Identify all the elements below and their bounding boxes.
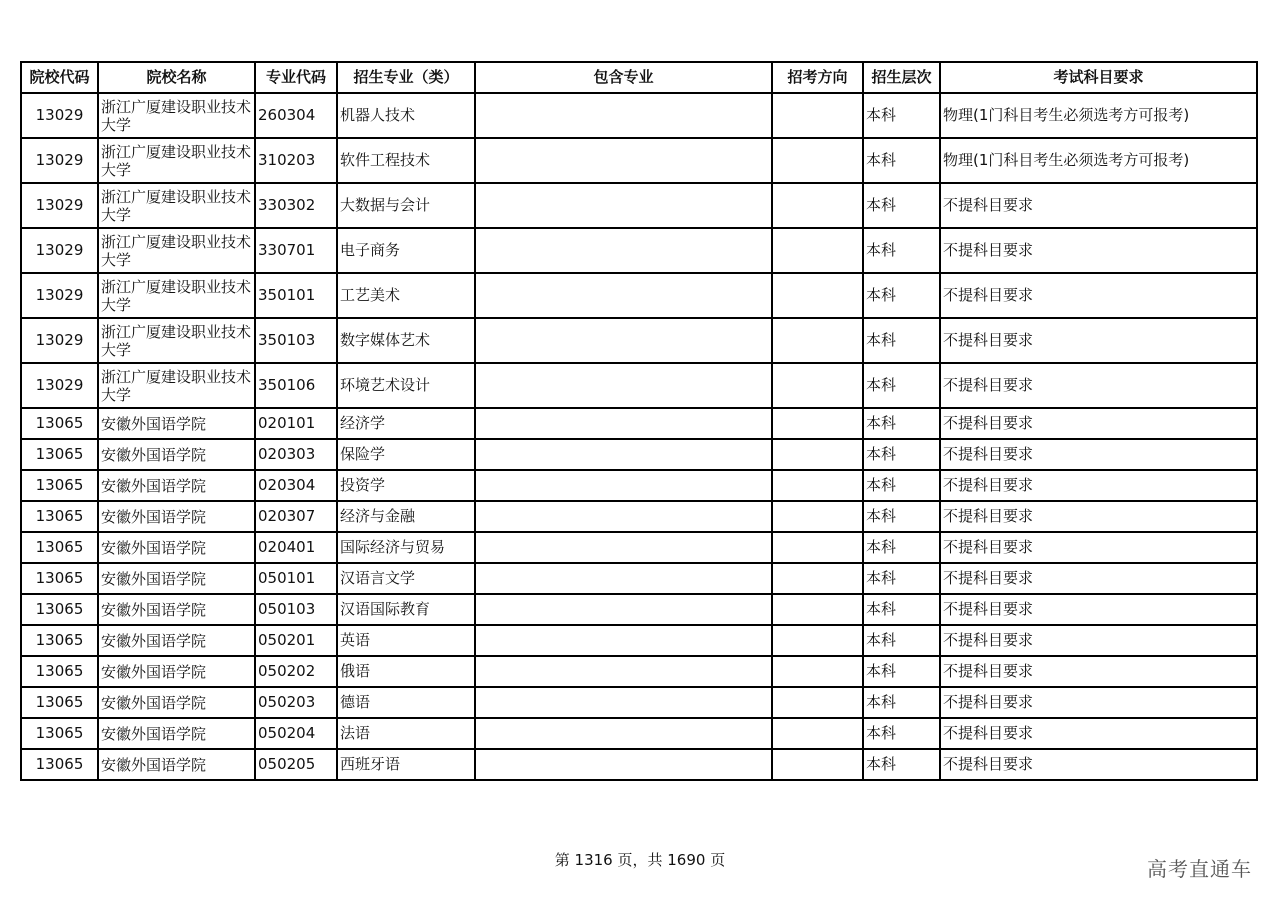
cell-direction bbox=[772, 718, 863, 749]
cell-school-name: 安徽外国语学院 bbox=[98, 625, 255, 656]
cell-included-majors bbox=[475, 439, 772, 470]
cell-included-majors bbox=[475, 470, 772, 501]
cell-subject-requirement: 不提科目要求 bbox=[940, 470, 1257, 501]
cell-school-name: 浙江广厦建设职业技术大学 bbox=[98, 273, 255, 318]
table-row bbox=[21, 318, 1257, 363]
cell-major-code: 350106 bbox=[255, 363, 337, 408]
cell-subject-requirement: 不提科目要求 bbox=[940, 625, 1257, 656]
cell-school-name: 浙江广厦建设职业技术大学 bbox=[98, 228, 255, 273]
cell-major: 汉语国际教育 bbox=[337, 594, 475, 625]
cell-school-code: 13065 bbox=[21, 656, 98, 687]
table-row bbox=[21, 408, 1257, 439]
cell-school-code: 13065 bbox=[21, 439, 98, 470]
cell-major: 投资学 bbox=[337, 470, 475, 501]
cell-subject-requirement: 不提科目要求 bbox=[940, 439, 1257, 470]
cell-school-name: 安徽外国语学院 bbox=[98, 439, 255, 470]
cell-level: 本科 bbox=[863, 439, 940, 470]
cell-direction bbox=[772, 363, 863, 408]
cell-included-majors bbox=[475, 138, 772, 183]
table-row bbox=[21, 656, 1257, 687]
cell-level: 本科 bbox=[863, 625, 940, 656]
cell-subject-requirement: 不提科目要求 bbox=[940, 563, 1257, 594]
header-level: 招生层次 bbox=[863, 62, 940, 93]
cell-included-majors bbox=[475, 318, 772, 363]
cell-major: 保险学 bbox=[337, 439, 475, 470]
cell-school-code: 13065 bbox=[21, 408, 98, 439]
cell-school-code: 13029 bbox=[21, 318, 98, 363]
header-subject-requirement: 考试科目要求 bbox=[940, 62, 1257, 93]
cell-major: 经济学 bbox=[337, 408, 475, 439]
cell-major: 数字媒体艺术 bbox=[337, 318, 475, 363]
cell-direction bbox=[772, 183, 863, 228]
cell-school-name: 安徽外国语学院 bbox=[98, 501, 255, 532]
cell-included-majors bbox=[475, 749, 772, 780]
table-row bbox=[21, 563, 1257, 594]
cell-school-code: 13065 bbox=[21, 687, 98, 718]
cell-included-majors bbox=[475, 594, 772, 625]
cell-school-name: 浙江广厦建设职业技术大学 bbox=[98, 363, 255, 408]
cell-included-majors bbox=[475, 183, 772, 228]
cell-major-code: 310203 bbox=[255, 138, 337, 183]
header-included-majors: 包含专业 bbox=[475, 62, 772, 93]
cell-school-name: 安徽外国语学院 bbox=[98, 532, 255, 563]
cell-subject-requirement: 不提科目要求 bbox=[940, 228, 1257, 273]
watermark-logo: 高考直通车 bbox=[1147, 857, 1252, 881]
cell-direction bbox=[772, 408, 863, 439]
table-row bbox=[21, 439, 1257, 470]
cell-major-code: 020307 bbox=[255, 501, 337, 532]
cell-major: 汉语言文学 bbox=[337, 563, 475, 594]
cell-included-majors bbox=[475, 656, 772, 687]
cell-major-code: 020303 bbox=[255, 439, 337, 470]
cell-direction bbox=[772, 439, 863, 470]
cell-direction bbox=[772, 501, 863, 532]
cell-included-majors bbox=[475, 563, 772, 594]
cell-major-code: 050103 bbox=[255, 594, 337, 625]
cell-level: 本科 bbox=[863, 228, 940, 273]
table-row bbox=[21, 183, 1257, 228]
cell-school-name: 安徽外国语学院 bbox=[98, 687, 255, 718]
cell-school-code: 13065 bbox=[21, 718, 98, 749]
cell-level: 本科 bbox=[863, 532, 940, 563]
cell-major: 大数据与会计 bbox=[337, 183, 475, 228]
cell-direction bbox=[772, 656, 863, 687]
cell-school-code: 13065 bbox=[21, 749, 98, 780]
header-row bbox=[21, 62, 1257, 93]
cell-school-code: 13029 bbox=[21, 363, 98, 408]
cell-included-majors bbox=[475, 687, 772, 718]
cell-school-name: 安徽外国语学院 bbox=[98, 408, 255, 439]
table-row bbox=[21, 228, 1257, 273]
cell-included-majors bbox=[475, 363, 772, 408]
cell-school-code: 13065 bbox=[21, 625, 98, 656]
cell-subject-requirement: 物理(1门科目考生必须选考方可报考) bbox=[940, 138, 1257, 183]
cell-major: 经济与金融 bbox=[337, 501, 475, 532]
cell-major-code: 020304 bbox=[255, 470, 337, 501]
cell-major-code: 020101 bbox=[255, 408, 337, 439]
cell-level: 本科 bbox=[863, 718, 940, 749]
cell-subject-requirement: 不提科目要求 bbox=[940, 408, 1257, 439]
cell-included-majors bbox=[475, 501, 772, 532]
cell-included-majors bbox=[475, 408, 772, 439]
cell-major-code: 020401 bbox=[255, 532, 337, 563]
cell-school-code: 13065 bbox=[21, 594, 98, 625]
cell-major: 法语 bbox=[337, 718, 475, 749]
cell-major-code: 350103 bbox=[255, 318, 337, 363]
cell-school-code: 13065 bbox=[21, 501, 98, 532]
cell-direction bbox=[772, 273, 863, 318]
cell-level: 本科 bbox=[863, 563, 940, 594]
cell-school-name: 浙江广厦建设职业技术大学 bbox=[98, 318, 255, 363]
cell-subject-requirement: 不提科目要求 bbox=[940, 273, 1257, 318]
cell-included-majors bbox=[475, 93, 772, 138]
page-number: 第 1316 页，共 1690 页 bbox=[554, 851, 726, 869]
cell-included-majors bbox=[475, 718, 772, 749]
cell-subject-requirement: 不提科目要求 bbox=[940, 532, 1257, 563]
cell-school-code: 13029 bbox=[21, 138, 98, 183]
cell-school-name: 安徽外国语学院 bbox=[98, 594, 255, 625]
cell-direction bbox=[772, 228, 863, 273]
admission-table bbox=[20, 61, 1258, 781]
cell-major-code: 050204 bbox=[255, 718, 337, 749]
header-school-code: 院校代码 bbox=[21, 62, 98, 93]
cell-direction bbox=[772, 749, 863, 780]
cell-school-name: 安徽外国语学院 bbox=[98, 656, 255, 687]
cell-subject-requirement: 不提科目要求 bbox=[940, 318, 1257, 363]
cell-level: 本科 bbox=[863, 749, 940, 780]
header-major-code: 专业代码 bbox=[255, 62, 337, 93]
cell-level: 本科 bbox=[863, 408, 940, 439]
cell-major-code: 050203 bbox=[255, 687, 337, 718]
table-row bbox=[21, 93, 1257, 138]
cell-level: 本科 bbox=[863, 318, 940, 363]
table-body bbox=[21, 93, 1257, 780]
cell-major-code: 050101 bbox=[255, 563, 337, 594]
cell-major: 环境艺术设计 bbox=[337, 363, 475, 408]
cell-major-code: 050205 bbox=[255, 749, 337, 780]
table-row bbox=[21, 532, 1257, 563]
admission-table-container bbox=[20, 61, 1256, 781]
header-school-name: 院校名称 bbox=[98, 62, 255, 93]
cell-school-code: 13029 bbox=[21, 228, 98, 273]
cell-school-code: 13065 bbox=[21, 563, 98, 594]
cell-school-code: 13065 bbox=[21, 470, 98, 501]
cell-major-code: 350101 bbox=[255, 273, 337, 318]
cell-level: 本科 bbox=[863, 93, 940, 138]
cell-direction bbox=[772, 625, 863, 656]
table-row bbox=[21, 718, 1257, 749]
cell-subject-requirement: 不提科目要求 bbox=[940, 749, 1257, 780]
cell-major-code: 050202 bbox=[255, 656, 337, 687]
cell-included-majors bbox=[475, 228, 772, 273]
cell-subject-requirement: 不提科目要求 bbox=[940, 656, 1257, 687]
cell-school-name: 安徽外国语学院 bbox=[98, 470, 255, 501]
cell-major: 软件工程技术 bbox=[337, 138, 475, 183]
cell-direction bbox=[772, 318, 863, 363]
cell-major-code: 050201 bbox=[255, 625, 337, 656]
cell-direction bbox=[772, 138, 863, 183]
cell-major: 国际经济与贸易 bbox=[337, 532, 475, 563]
cell-level: 本科 bbox=[863, 656, 940, 687]
cell-major: 工艺美术 bbox=[337, 273, 475, 318]
cell-school-name: 浙江广厦建设职业技术大学 bbox=[98, 138, 255, 183]
cell-subject-requirement: 物理(1门科目考生必须选考方可报考) bbox=[940, 93, 1257, 138]
cell-level: 本科 bbox=[863, 470, 940, 501]
cell-subject-requirement: 不提科目要求 bbox=[940, 594, 1257, 625]
table-row bbox=[21, 749, 1257, 780]
cell-level: 本科 bbox=[863, 183, 940, 228]
cell-school-name: 安徽外国语学院 bbox=[98, 749, 255, 780]
cell-level: 本科 bbox=[863, 687, 940, 718]
cell-direction bbox=[772, 93, 863, 138]
cell-included-majors bbox=[475, 273, 772, 318]
header-major: 招生专业（类） bbox=[337, 62, 475, 93]
cell-major: 机器人技术 bbox=[337, 93, 475, 138]
cell-level: 本科 bbox=[863, 594, 940, 625]
cell-school-code: 13029 bbox=[21, 93, 98, 138]
table-row bbox=[21, 594, 1257, 625]
cell-school-name: 安徽外国语学院 bbox=[98, 718, 255, 749]
cell-direction bbox=[772, 687, 863, 718]
table-row bbox=[21, 625, 1257, 656]
cell-school-name: 浙江广厦建设职业技术大学 bbox=[98, 183, 255, 228]
cell-major-code: 330302 bbox=[255, 183, 337, 228]
cell-major: 俄语 bbox=[337, 656, 475, 687]
cell-included-majors bbox=[475, 625, 772, 656]
header-direction: 招考方向 bbox=[772, 62, 863, 93]
cell-subject-requirement: 不提科目要求 bbox=[940, 183, 1257, 228]
cell-major: 电子商务 bbox=[337, 228, 475, 273]
cell-subject-requirement: 不提科目要求 bbox=[940, 687, 1257, 718]
cell-major-code: 330701 bbox=[255, 228, 337, 273]
cell-level: 本科 bbox=[863, 501, 940, 532]
cell-direction bbox=[772, 470, 863, 501]
cell-direction bbox=[772, 594, 863, 625]
cell-level: 本科 bbox=[863, 363, 940, 408]
cell-subject-requirement: 不提科目要求 bbox=[940, 501, 1257, 532]
cell-level: 本科 bbox=[863, 273, 940, 318]
cell-school-name: 浙江广厦建设职业技术大学 bbox=[98, 93, 255, 138]
cell-subject-requirement: 不提科目要求 bbox=[940, 363, 1257, 408]
cell-major: 德语 bbox=[337, 687, 475, 718]
cell-level: 本科 bbox=[863, 138, 940, 183]
cell-school-name: 安徽外国语学院 bbox=[98, 563, 255, 594]
cell-school-code: 13065 bbox=[21, 532, 98, 563]
table-row bbox=[21, 470, 1257, 501]
table-row bbox=[21, 273, 1257, 318]
cell-school-code: 13029 bbox=[21, 273, 98, 318]
cell-school-code: 13029 bbox=[21, 183, 98, 228]
cell-direction bbox=[772, 532, 863, 563]
table-row bbox=[21, 363, 1257, 408]
cell-included-majors bbox=[475, 532, 772, 563]
table-row bbox=[21, 501, 1257, 532]
cell-major: 英语 bbox=[337, 625, 475, 656]
cell-subject-requirement: 不提科目要求 bbox=[940, 718, 1257, 749]
cell-major: 西班牙语 bbox=[337, 749, 475, 780]
table-row bbox=[21, 138, 1257, 183]
cell-direction bbox=[772, 563, 863, 594]
table-row bbox=[21, 687, 1257, 718]
cell-major-code: 260304 bbox=[255, 93, 337, 138]
